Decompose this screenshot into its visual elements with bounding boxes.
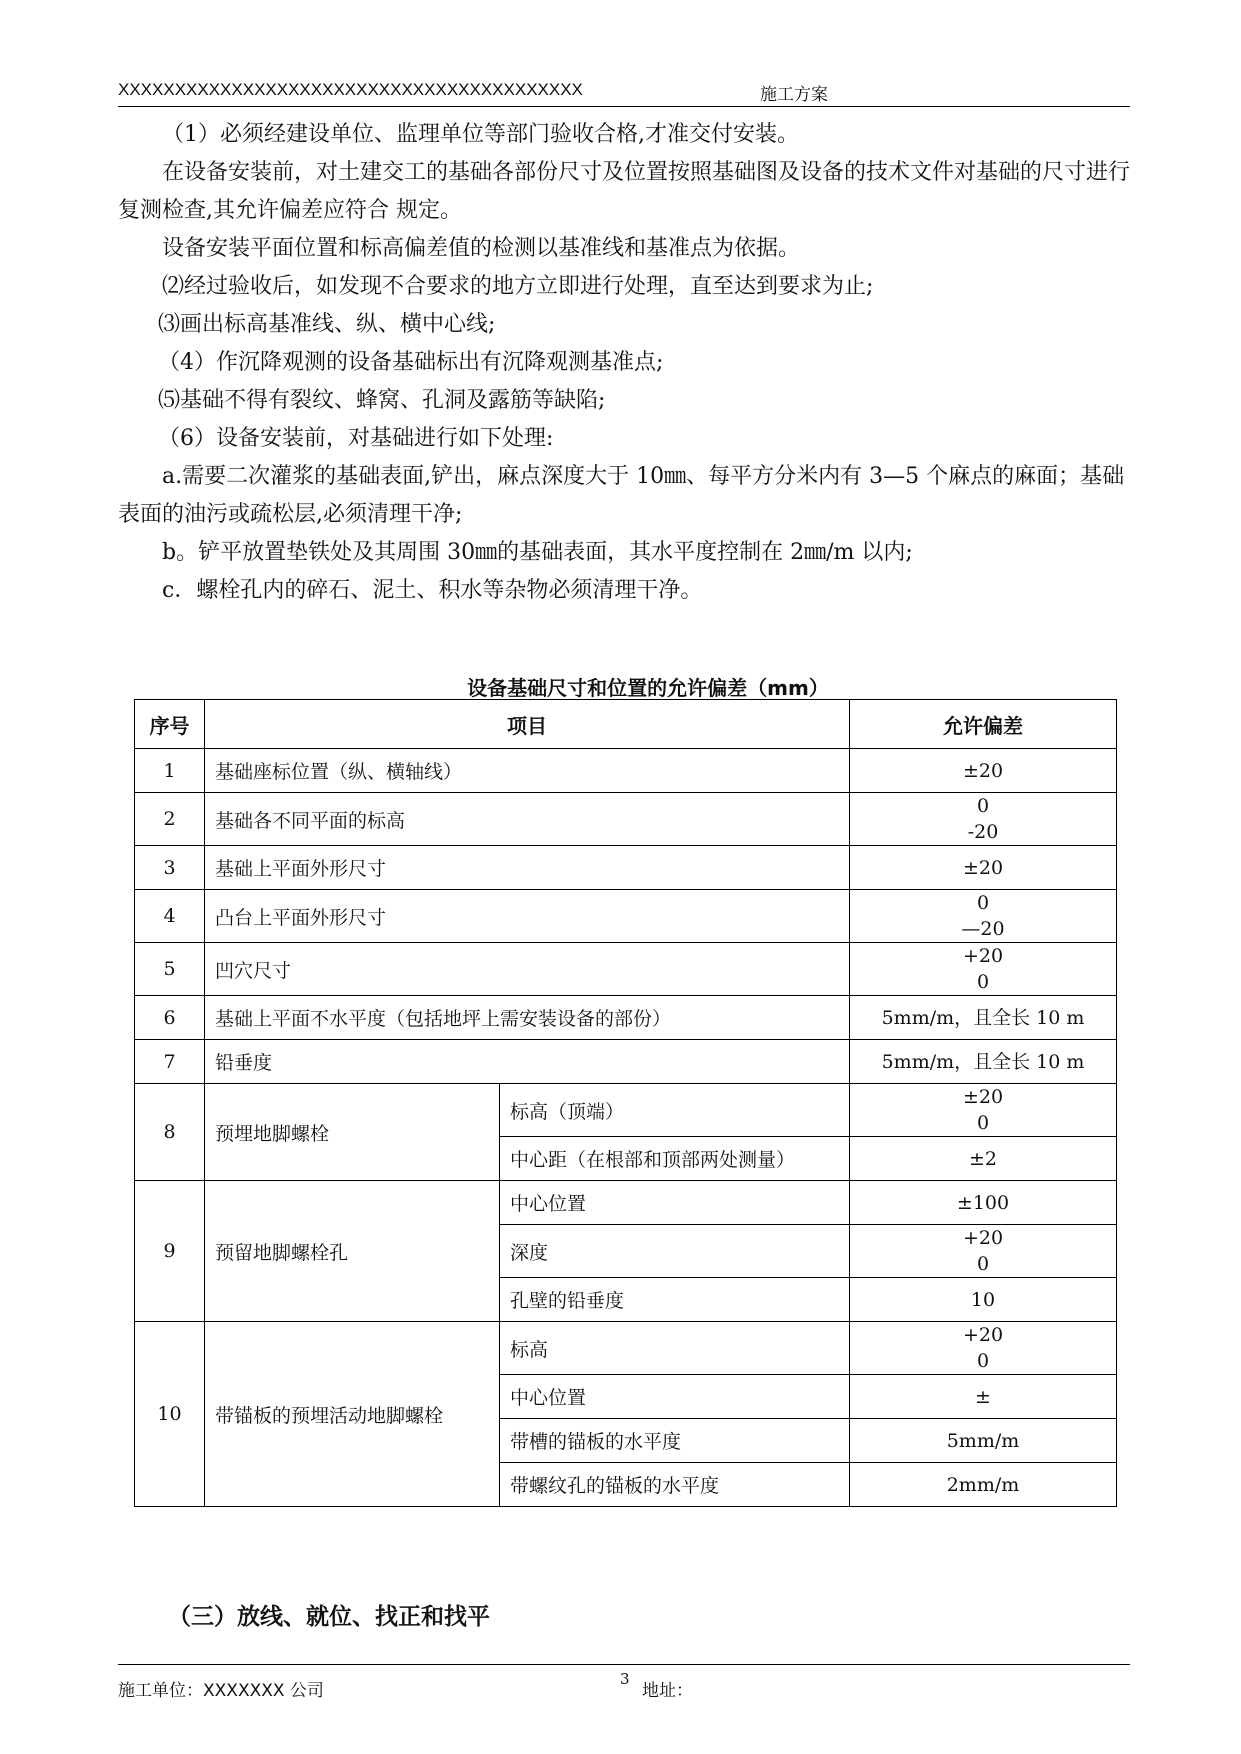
tolerance-value: ±100 (956, 1191, 1010, 1214)
tolerance-value: 0 (976, 1350, 990, 1372)
tolerance-value: —20 (961, 918, 1005, 940)
row-number: 6 (135, 996, 205, 1040)
paragraph: 在设备安装前，对土建交工的基础各部份尺寸及位置按照基础图及设备的技术文件对基础的尺寸进行复测检查,其允许偏差应符合 规定。 (118, 160, 1131, 223)
row-item: 基础上平面外形尺寸 (205, 846, 850, 890)
sub-item: 中心距（在根部和顶部两处测量） (500, 1137, 850, 1181)
tolerance-cell (850, 1181, 1117, 1225)
tolerance-value: 5mm/m (946, 1429, 1020, 1452)
row-number: 9 (135, 1181, 205, 1322)
sub-item: 带槽的锚板的水平度 (500, 1419, 850, 1463)
tolerance-value: 0 (976, 1253, 990, 1275)
row-item: 基础座标位置（纵、横轴线） (205, 749, 850, 793)
row-number: 8 (135, 1084, 205, 1181)
tolerance-cell (850, 890, 1117, 943)
tolerance-value: 5mm/m，且全长 10 m (881, 1050, 1085, 1073)
header-doc-type: 施工方案 (760, 85, 828, 105)
tolerance-value: +20 (962, 1227, 1004, 1249)
header-rule (118, 106, 1130, 107)
sub-item: 中心位置 (500, 1181, 850, 1225)
row-number: 4 (135, 890, 205, 943)
table-row (135, 1322, 1117, 1375)
paragraph: a.需要二次灌浆的基础表面,铲出，麻点深度大于 10㎜、每平方分米内有 3—5 个麻点的麻面；基础表面的油污或疏松层,必须清理干净; (118, 464, 1125, 527)
header-item: 项目 (205, 700, 850, 749)
tolerance-table (134, 699, 1117, 1507)
row-item: 预留地脚螺栓孔 (205, 1181, 500, 1322)
row-item: 凹穴尺寸 (205, 943, 850, 996)
tolerance-cell (850, 1225, 1117, 1278)
tolerance-value: 5mm/m，且全长 10 m (881, 1006, 1085, 1029)
paragraph: b。铲平放置垫铁处及其周围 30㎜的基础表面，其水平度控制在 2㎜/m 以内; (162, 540, 913, 565)
tolerance-cell (850, 1278, 1117, 1322)
tolerance-value: ±20 (962, 1086, 1004, 1108)
paragraph: （6）设备安装前，对基础进行如下处理: (158, 426, 554, 451)
row-item: 预埋地脚螺栓 (205, 1084, 500, 1181)
paragraph: ⑸基础不得有裂纹、蜂窝、孔洞及露筋等缺陷; (158, 388, 606, 413)
body-text (118, 116, 1130, 610)
row-item: 铅垂度 (205, 1040, 850, 1084)
header-no: 序号 (135, 700, 205, 749)
sub-item: 标高（顶端） (500, 1084, 850, 1137)
sub-item: 孔壁的铅垂度 (500, 1278, 850, 1322)
sub-item: 带螺纹孔的锚板的水平度 (500, 1463, 850, 1507)
footer-rule (118, 1664, 1130, 1665)
paragraph: ⑶画出标高基准线、纵、横中心线; (158, 312, 496, 337)
tolerance-cell (850, 943, 1117, 996)
table-header-row (135, 700, 1117, 749)
tolerance-value: ± (975, 1385, 991, 1408)
tolerance-value: 0 (976, 971, 990, 993)
tolerance-cell (850, 1419, 1117, 1463)
sub-item: 深度 (500, 1225, 850, 1278)
paragraph: （1）必须经建设单位、监理单位等部门验收合格,才准交付安装。 (162, 122, 799, 147)
tolerance-cell (850, 1137, 1117, 1181)
paragraph: （4）作沉降观测的设备基础标出有沉降观测基准点; (158, 350, 664, 375)
tolerance-value: 10 (970, 1288, 996, 1311)
table-row (135, 1181, 1117, 1225)
tolerance-value: 0 (976, 892, 990, 914)
tolerance-value: 2mm/m (946, 1473, 1020, 1496)
tolerance-value: ±20 (962, 759, 1004, 782)
table-title: 设备基础尺寸和位置的允许偏差（mm） (467, 676, 829, 700)
table-row (135, 749, 1117, 793)
footer-address: 地址： (642, 1681, 693, 1701)
paragraph: ⑵经过验收后，如发现不合要求的地方立即进行处理，直至达到要求为止; (162, 274, 874, 299)
tolerance-value: +20 (962, 945, 1004, 967)
tolerance-cell (850, 846, 1117, 890)
tolerance-value: 0 (976, 1112, 990, 1134)
header-project-code: XXXXXXXXXXXXXXXXXXXXXXXXXXXXXXXXXXXXXXXXX (118, 80, 583, 99)
tolerance-cell (850, 996, 1117, 1040)
tolerance-cell (850, 1322, 1117, 1375)
row-number: 5 (135, 943, 205, 996)
tolerance-cell (850, 1084, 1117, 1137)
tolerance-value: ±2 (968, 1147, 997, 1170)
paragraph: c．螺栓孔内的碎石、泥土、积水等杂物必须清理干净。 (162, 578, 703, 603)
tolerance-cell (850, 1375, 1117, 1419)
footer-page-number: 3 (620, 1670, 630, 1688)
table-row (135, 1040, 1117, 1084)
tolerance-cell (850, 1040, 1117, 1084)
tolerance-value: 0 (976, 795, 990, 817)
tolerance-value: ±20 (962, 856, 1004, 879)
row-number: 1 (135, 749, 205, 793)
table-row (135, 943, 1117, 996)
table-row (135, 846, 1117, 890)
tolerance-cell (850, 749, 1117, 793)
row-item: 基础上平面不水平度（包括地坪上需安装设备的部份） (205, 996, 850, 1040)
table-row (135, 996, 1117, 1040)
row-number: 7 (135, 1040, 205, 1084)
tolerance-cell (850, 1463, 1117, 1507)
row-item: 基础各不同平面的标高 (205, 793, 850, 846)
section-title: （三）放线、就位、找正和找平 (168, 1604, 490, 1630)
table-row (135, 890, 1117, 943)
row-item: 带锚板的预埋活动地脚螺栓 (205, 1322, 500, 1507)
header-tolerance: 允许偏差 (850, 700, 1117, 749)
sub-item: 中心位置 (500, 1375, 850, 1419)
paragraph: 设备安装平面位置和标高偏差值的检测以基准线和基准点为依据。 (162, 236, 801, 261)
table-row (135, 1084, 1117, 1137)
footer-company: 施工单位：XXXXXXX 公司 (118, 1681, 324, 1701)
tolerance-value: -20 (967, 821, 999, 843)
row-number: 3 (135, 846, 205, 890)
row-number: 10 (135, 1322, 205, 1507)
sub-item: 标高 (500, 1322, 850, 1375)
row-number: 2 (135, 793, 205, 846)
row-item: 凸台上平面外形尺寸 (205, 890, 850, 943)
table-row (135, 793, 1117, 846)
tolerance-cell (850, 793, 1117, 846)
tolerance-value: +20 (962, 1324, 1004, 1346)
